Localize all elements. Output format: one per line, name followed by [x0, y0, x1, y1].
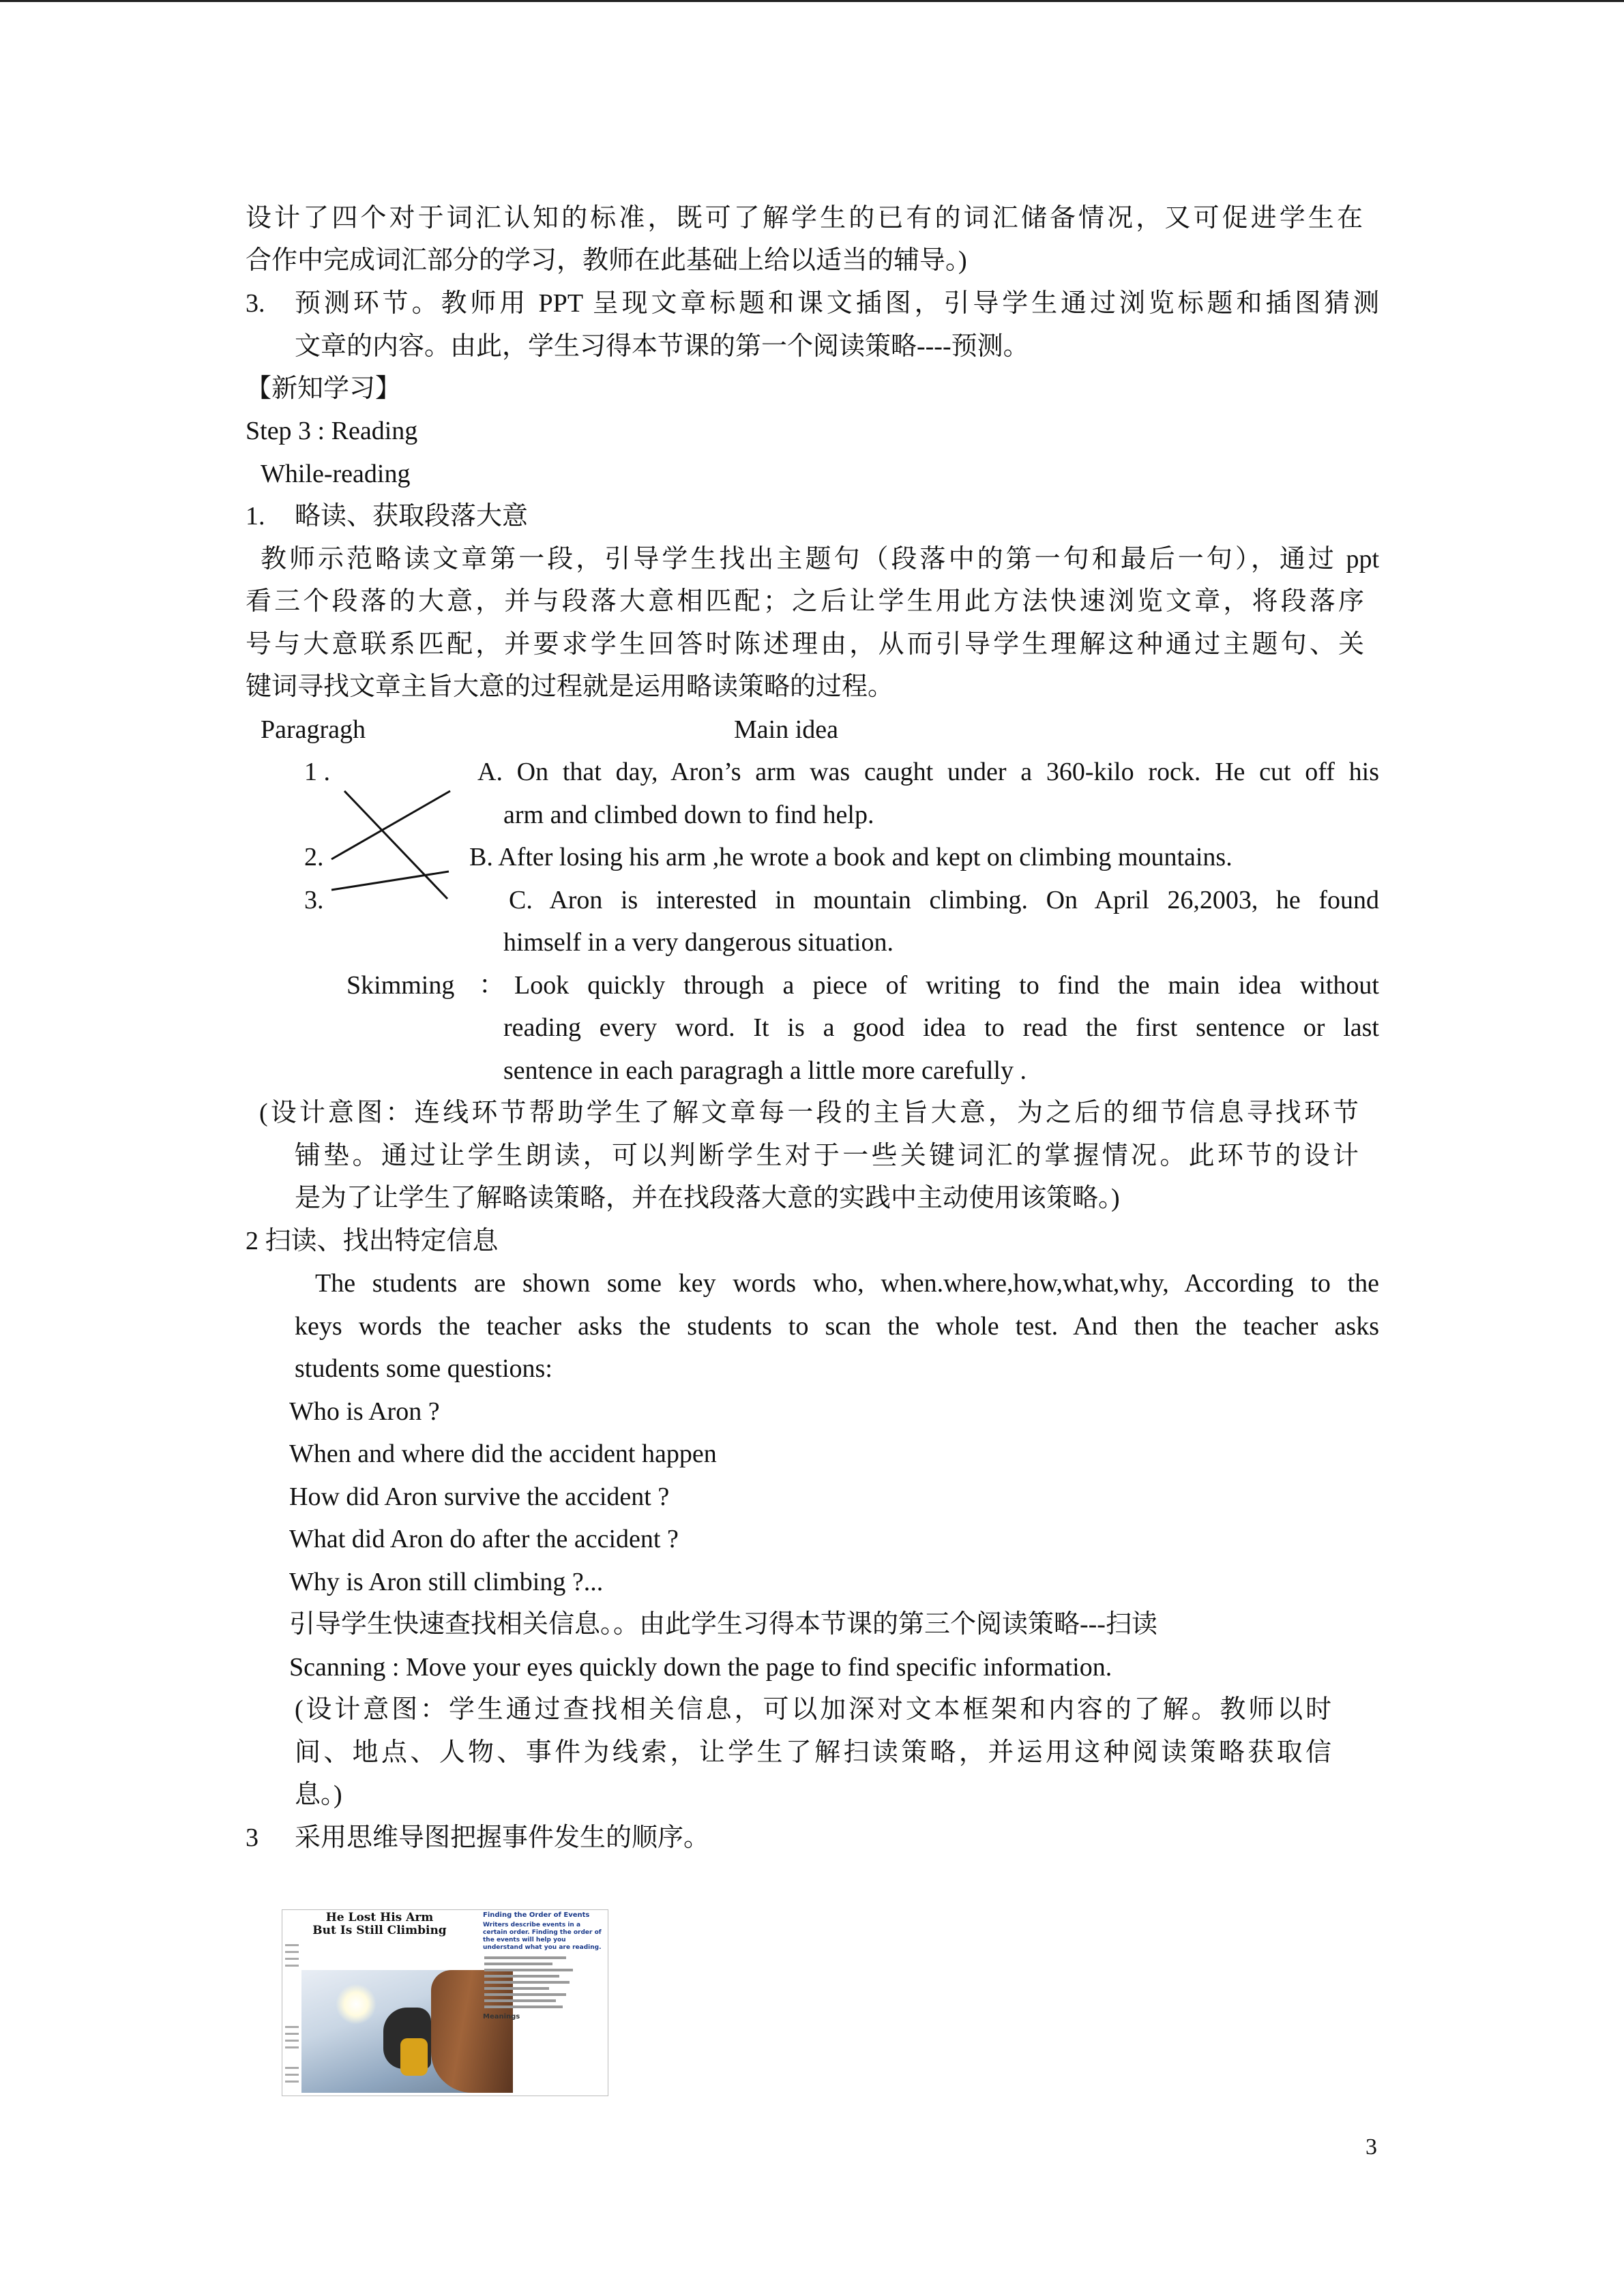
question: When and where did the accident happen — [289, 1440, 717, 1468]
main-idea-c-cont: himself in a very dangerous situation. — [503, 928, 894, 957]
term-colon: ： — [479, 971, 505, 1000]
text-line: 文章的内容。由此，学生习得本节课的第一个阅读策略----预测。 — [295, 332, 1029, 361]
question: What did Aron do after the accident ? — [289, 1525, 679, 1553]
paragraph-number: 3. — [304, 886, 324, 914]
list-number: 1. — [246, 502, 265, 531]
column-header-paragraph: Paragragh — [261, 715, 366, 744]
question: Why is Aron still climbing ?... — [289, 1568, 604, 1596]
definition-line: reading every word. It is a good idea to read the first sentence or last — [503, 1013, 1379, 1042]
main-idea-a: A. On that day, Aron’s arm was caught under a 360-kilo rock. He cut off his — [477, 758, 1379, 786]
column-header-main-idea: Main idea — [734, 715, 839, 744]
main-idea-a-cont: arm and climbed down to find help. — [503, 801, 874, 829]
sidebar-header: Finding the Order of Events — [483, 1911, 590, 1919]
sun-glow — [336, 1984, 377, 2025]
main-idea-c: C. Aron is interested in mountain climbing. On April 26,2003, he found — [509, 886, 1379, 914]
text-line: 号与大意联系匹配，并要求学生回答时陈述理由，从而引导学生理解这种通过主题句、关 — [246, 630, 1364, 659]
text-line: 合作中完成词汇部分的学习，教师在此基础上给以适当的辅导。) — [246, 246, 967, 275]
text-line: The students are shown some key words who, when.where,how,what,why, According to the — [315, 1269, 1379, 1298]
design-intent: (设计意图：连线环节帮助学生了解文章每一段的主旨大意，为之后的细节信息寻找环节 — [259, 1099, 1359, 1127]
match-line-1-to-c — [344, 791, 447, 899]
page-number: 3 — [1365, 2134, 1377, 2160]
sidebar-subtext: Writers describe events in a certain order. Finding the order of the events will help you understand what you are reading. — [483, 1922, 602, 1951]
text-line: keys words the teacher asks the students to scan the whole test. And then the teacher asks — [295, 1312, 1379, 1341]
text-line: 键词寻找文章主旨大意的过程就是运用略读策略的过程。 — [246, 672, 894, 701]
definition-line: sentence in each paragragh a little more carefully . — [503, 1056, 1027, 1085]
text-line: 引导学生快速查找相关信息。。由此学生习得本节课的第三个阅读策略---扫读 — [289, 1610, 1157, 1639]
subheading: While-reading — [261, 460, 411, 488]
term-label: Skimming — [346, 971, 455, 1000]
subsection-heading: 2 扫读、找出特定信息 — [246, 1227, 499, 1255]
paragraph-number: 1 . — [304, 758, 330, 786]
image-title — [282, 1911, 477, 1937]
text-line: 设计了四个对于词汇认知的标准，既可了解学生的已有的词汇储备情况，又可促进学生在 — [246, 204, 1363, 233]
step-heading: Step 3 : Reading — [246, 417, 418, 445]
list-number: 3 — [246, 1823, 259, 1852]
text-line: 略读、获取段落大意 — [295, 502, 529, 531]
climber-legs — [400, 2038, 428, 2076]
text-line: students some questions: — [295, 1354, 552, 1383]
text-line: 预测环节。教师用 PPT 呈现文章标题和课文插图，引导学生通过浏览标题和插图猜测 — [295, 289, 1379, 318]
design-intent: 铺垫。通过让学生朗读，可以判断学生对于一些关键词汇的掌握情况。此环节的设计 — [295, 1142, 1359, 1170]
sidebar-footer: Meanings — [483, 2013, 520, 2021]
image-sidebar — [480, 1910, 608, 2096]
main-idea-b: B. After losing his arm ,he wrote a book and kept on climbing mountains. — [469, 843, 1232, 871]
design-intent: (设计意图：学生通过查找相关信息，可以加深对文本框架和内容的了解。教师以时 — [295, 1695, 1331, 1724]
question: Who is Aron ? — [289, 1397, 440, 1426]
text-line: 采用思维导图把握事件发生的顺序。 — [295, 1823, 710, 1852]
list-number: 3. — [246, 289, 265, 318]
image-title-line: He Lost His Arm — [325, 1911, 434, 1924]
sidebar-text-lines — [480, 1956, 608, 2008]
definition-line: Scanning : Move your eyes quickly down the page to find specific information. — [289, 1653, 1112, 1682]
design-intent: 是为了让学生了解略读策略，并在找段落大意的实践中主动使用该策略。) — [295, 1184, 1120, 1212]
textbook-page-image — [282, 1909, 608, 2096]
paragraph-number: 2. — [304, 843, 324, 871]
design-intent: 息。) — [295, 1780, 342, 1809]
text-line: 教师示范略读文章第一段，引导学生找出主题句（段落中的第一句和最后一句），通过 ppt — [261, 545, 1379, 573]
section-heading: 【新知学习】 — [246, 374, 402, 403]
match-line-2-to-a — [331, 791, 450, 859]
definition-line: Look quickly through a piece of writing to find the main idea without — [514, 971, 1379, 1000]
image-title-line: But Is Still Climbing — [312, 1924, 447, 1937]
question: How did Aron survive the accident ? — [289, 1482, 670, 1511]
design-intent: 间、地点、人物、事件为线索，让学生了解扫读策略，并运用这种阅读策略获取信 — [295, 1738, 1331, 1767]
text-line: 看三个段落的大意，并与段落大意相匹配；之后让学生用此方法快速浏览文章，将段落序 — [246, 587, 1364, 616]
